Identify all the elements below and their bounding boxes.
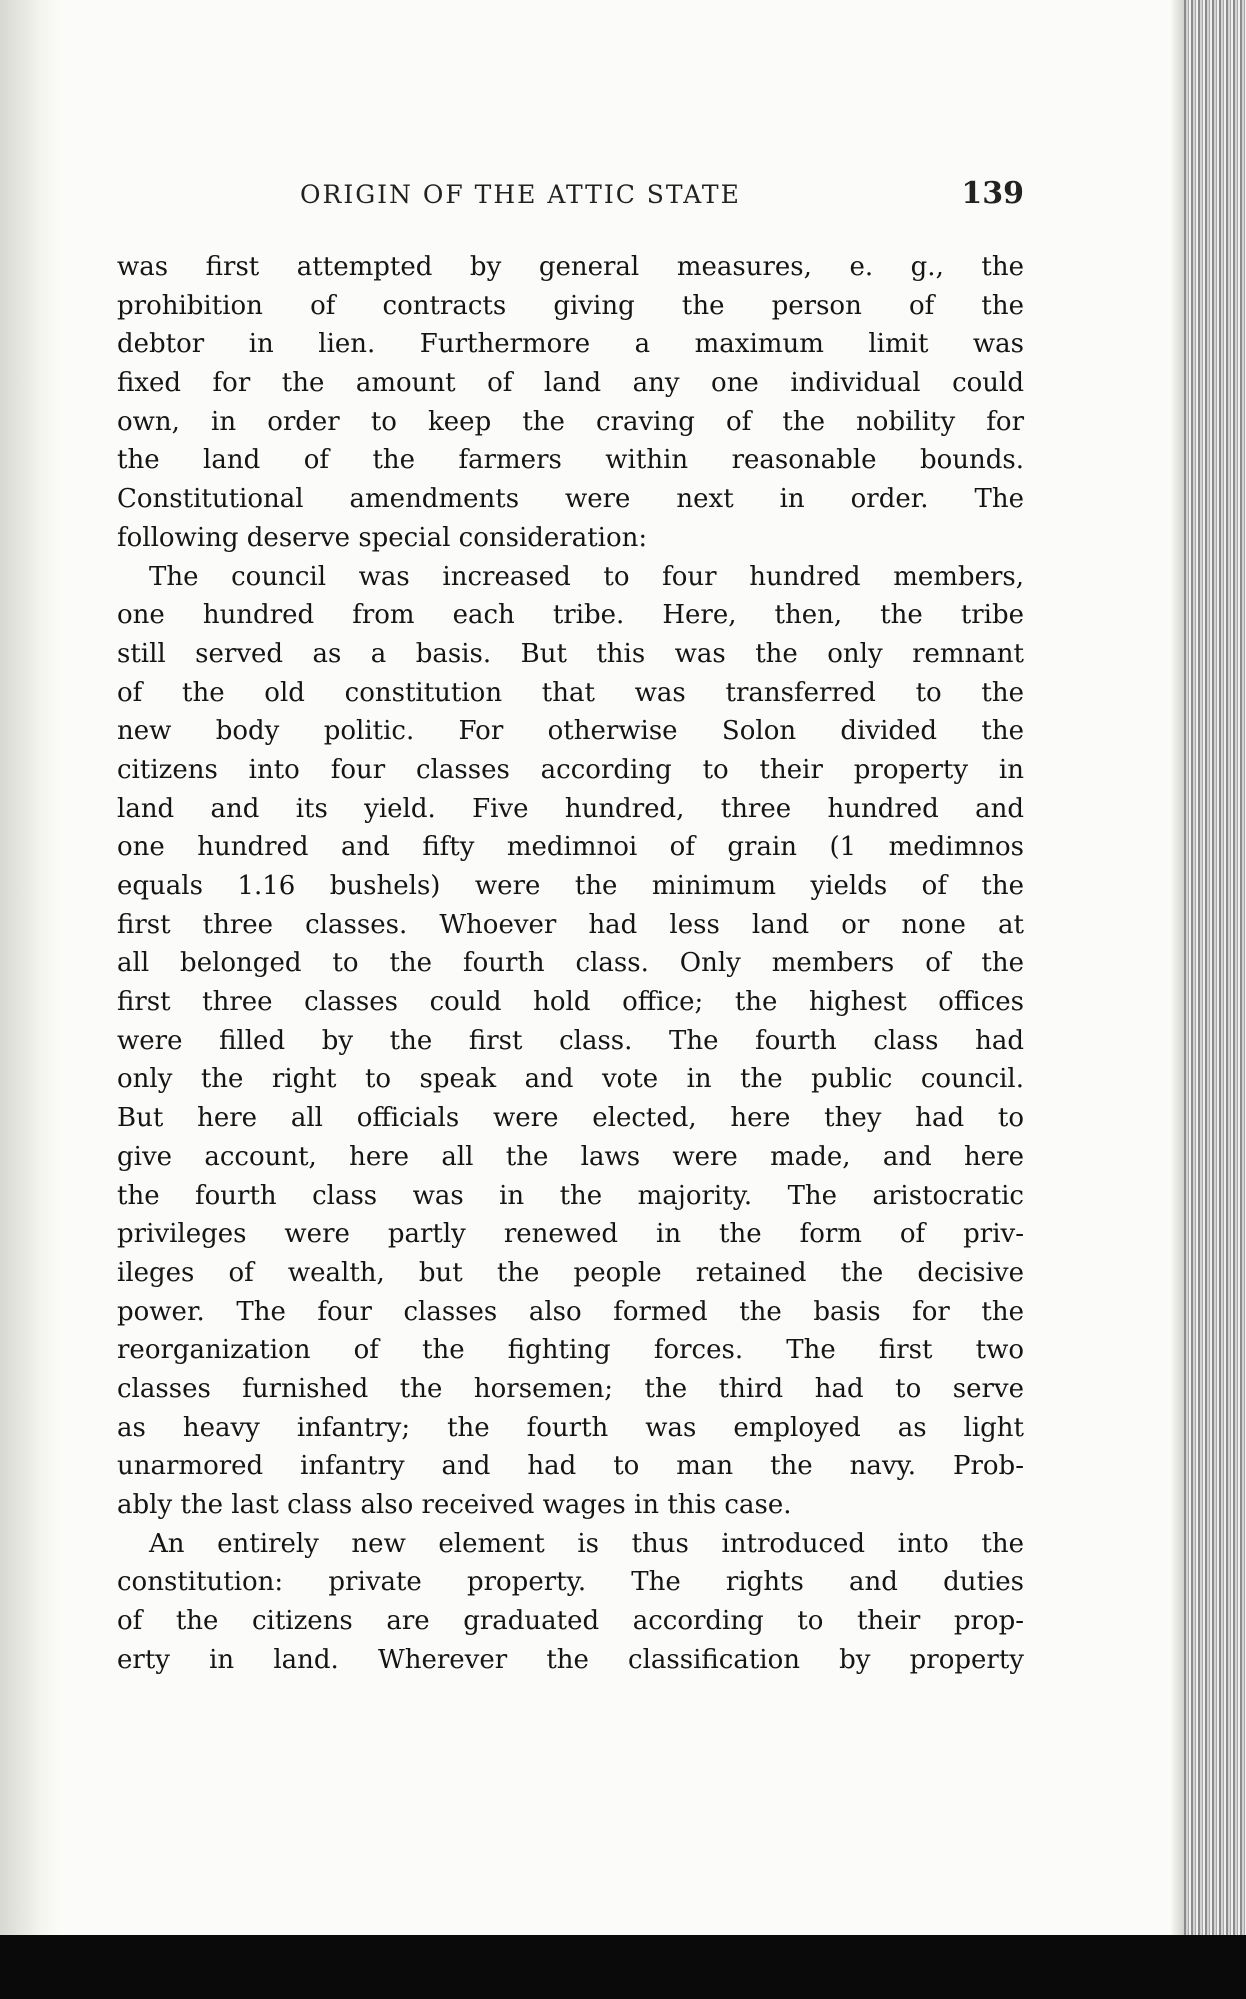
text-line: new body politic. For otherwise Solon divided the xyxy=(117,716,1024,747)
text-line: equals 1.16 bushels) were the minimum yields of the xyxy=(117,871,1024,901)
text-line: only the right to speak and vote in the public council. xyxy=(117,1064,1024,1095)
text-line: were filled by the first class. The fourth class had xyxy=(117,1025,1024,1056)
text-line: ileges of wealth, but the people retained the decisive xyxy=(117,1257,1024,1288)
book-binding-edge xyxy=(1184,0,1246,1935)
text-line: prohibition of contracts giving the person of the xyxy=(117,290,1024,321)
text-line: of the old constitution that was transferred to the xyxy=(117,677,1024,708)
text-line: ably the last class also received wages in this case. xyxy=(117,1490,792,1520)
page-body-text xyxy=(117,248,1024,1679)
text-line: But here all officials were elected, here they had to xyxy=(117,1103,1024,1134)
text-line: first three classes could hold office; the highest offices xyxy=(117,987,1024,1018)
text-line: classes furnished the horsemen; the third had to serve xyxy=(117,1373,1024,1404)
text-line: own, in order to keep the craving of the nobility for xyxy=(117,406,1024,437)
text-line: erty in land. Wherever the classification by property xyxy=(117,1644,1024,1675)
text-line: constitution: private property. The rights and duties xyxy=(117,1567,1024,1598)
text-line: first three classes. Whoever had less land or none at xyxy=(117,909,1024,940)
running-title: ORIGIN OF THE ATTIC STATE xyxy=(300,180,741,209)
text-line: unarmored infantry and had to man the navy. Prob- xyxy=(117,1451,1024,1482)
text-line: give account, here all the laws were made, and here xyxy=(117,1141,1024,1172)
text-line: the fourth class was in the majority. The aristocratic xyxy=(117,1180,1024,1211)
text-line: one hundred from each tribe. Here, then, the tribe xyxy=(117,600,1024,631)
text-line: Constitutional amendments were next in order. The xyxy=(117,484,1024,515)
text-line: reorganization of the fighting forces. The first two xyxy=(117,1335,1024,1366)
text-line: privileges were partly renewed in the form of priv- xyxy=(117,1219,1024,1250)
text-line: one hundred and fifty medimnoi of grain (1 medimnos xyxy=(117,832,1024,863)
text-line: An entirely new element is thus introduced into the xyxy=(149,1528,1024,1559)
text-line: all belonged to the fourth class. Only members of the xyxy=(117,948,1024,979)
page-number: 139 xyxy=(961,176,1024,211)
scan-bottom-border xyxy=(0,1935,1246,1999)
text-line: was first attempted by general measures, e. g., the xyxy=(117,252,1024,282)
page-edge-shadow xyxy=(0,0,60,1935)
page-gutter xyxy=(1170,0,1184,1935)
text-line: power. The four classes also formed the basis for the xyxy=(117,1296,1024,1327)
text-line: debtor in lien. Furthermore a maximum limit was xyxy=(117,329,1024,360)
text-line: land and its yield. Five hundred, three hundred and xyxy=(117,793,1024,824)
text-line: still served as a basis. But this was the only remnant xyxy=(117,638,1024,669)
text-line: of the citizens are graduated according to their prop- xyxy=(117,1606,1024,1637)
text-line: The council was increased to four hundred members, xyxy=(149,561,1024,592)
text-line: fixed for the amount of land any one individual could xyxy=(117,368,1024,399)
text-line: following deserve special consideration: xyxy=(117,522,648,553)
text-line: the land of the farmers within reasonable bounds. xyxy=(117,445,1024,476)
text-line: citizens into four classes according to their property in xyxy=(117,754,1024,785)
text-line: as heavy infantry; the fourth was employed as light xyxy=(117,1412,1024,1443)
